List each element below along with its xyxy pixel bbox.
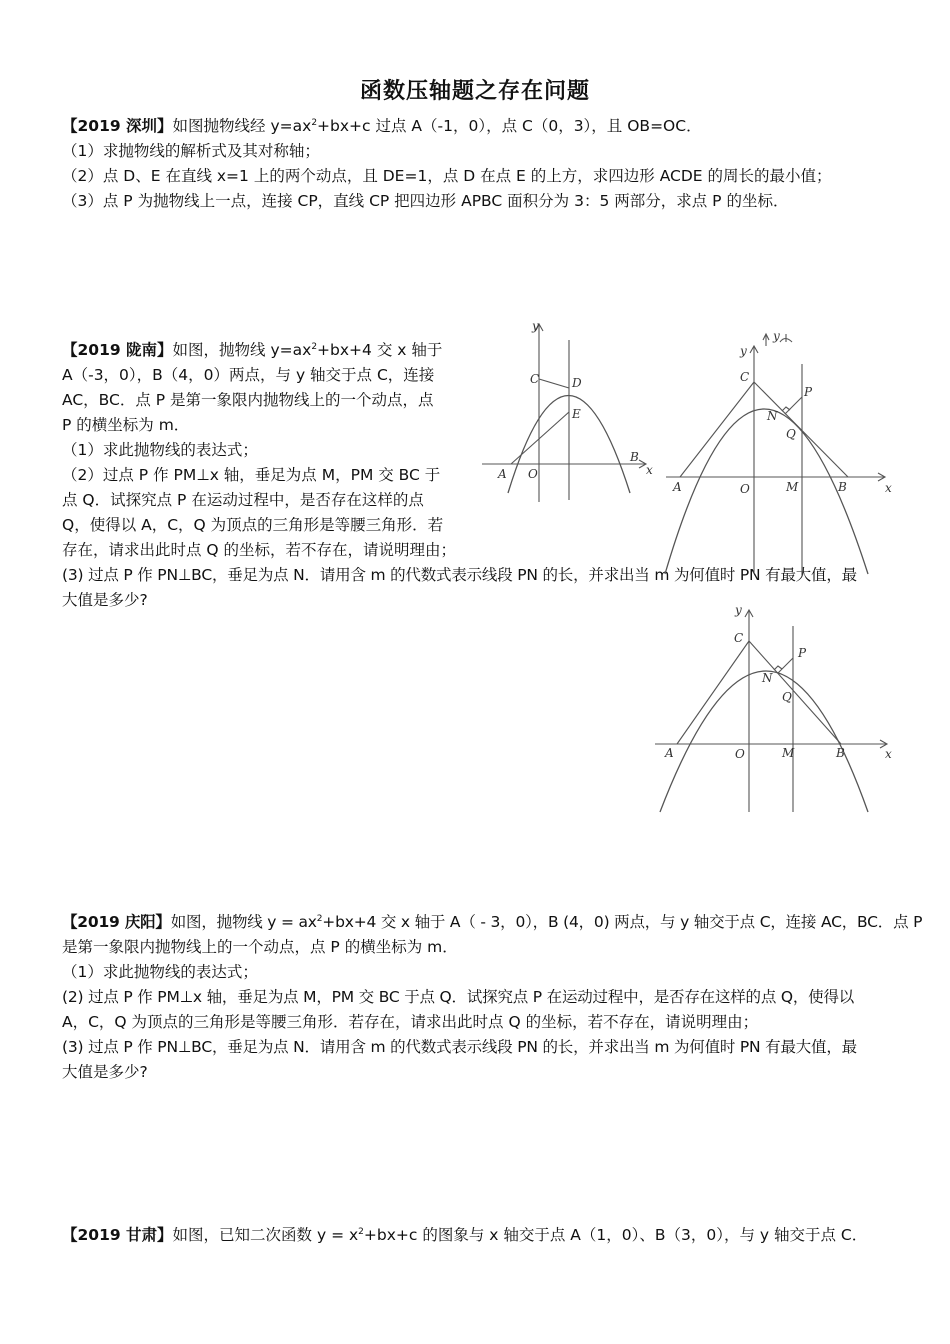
problem-4-line1 xyxy=(62,1223,867,1247)
exponent: 2 xyxy=(311,341,318,352)
figure-1-label-x: x xyxy=(646,463,653,477)
figure-2-label-x: x xyxy=(885,481,892,495)
problem-2-line1a: 如图，抛物线 y=ax xyxy=(172,341,312,359)
problem-1-q1: （1）求抛物线的解析式及其对称轴； xyxy=(62,142,320,160)
figure-1 xyxy=(478,318,658,508)
figure-2-label-q: Q xyxy=(786,427,796,441)
figure-2-segment-pn xyxy=(785,397,802,414)
problem-2-tag: 【2019 陇南】 xyxy=(62,341,173,359)
figure-2-segment-ac xyxy=(680,382,754,477)
problem-2-q3a: (3) 过点 P 作 PN⊥BC，垂足为点 N．请用含 m 的代数式表示线段 PN 的长，并求出当 m 为何值时 PN 有最大值，最 xyxy=(62,566,857,584)
figure-3 xyxy=(655,600,895,815)
problem-3-line1b: +bx+4 交 x 轴于 A（ - 3，0），B (4，0) 两点，与 y 轴交于点 C，连接 AC，BC．点 P xyxy=(322,913,923,931)
figure-1-label-c: C xyxy=(530,372,540,386)
figure-3-label-a: A xyxy=(665,746,674,760)
figure-3-label-y: y xyxy=(735,603,742,617)
figure-2-label-o: O xyxy=(740,482,750,496)
problem-2-left-text xyxy=(62,338,482,563)
figure-3-label-b: B xyxy=(836,746,845,760)
problem-2-line3: AC，BC．点 P 是第一象限内抛物线上的一个动点，点 xyxy=(62,391,434,409)
problem-2-line1b: +bx+4 交 x 轴于 xyxy=(317,341,443,359)
problem-3-q2a: (2) 过点 P 作 PM⊥x 轴，垂足为点 M，PM 交 BC 于点 Q．试探究点 P 在运动过程中，是否存在这样的点 Q，使得以 xyxy=(62,988,855,1006)
figure-3-parabola xyxy=(660,671,868,812)
figure-3-segment-bc xyxy=(749,641,841,744)
problem-1-stem xyxy=(62,114,702,138)
problem-4-tag: 【2019 甘肃】 xyxy=(62,1226,173,1244)
figure-1-label-e: E xyxy=(572,407,581,421)
figure-2-label-y-top: y xyxy=(773,330,780,343)
figure-1-label-o: O xyxy=(528,467,538,481)
figure-3-label-p: P xyxy=(798,646,807,660)
exponent: 2 xyxy=(316,913,323,924)
problem-3-q2b: A，C，Q 为顶点的三角形是等腰三角形．若存在，请求出此时点 Q 的坐标，若不存在，请说明理由； xyxy=(62,1013,759,1031)
problem-3-q3a: (3) 过点 P 作 PN⊥BC，垂足为点 N．请用含 m 的代数式表示线段 PN 的长，并求出当 m 为何值时 PN 有最大值，最 xyxy=(62,1038,857,1056)
problem-1-tag: 【2019 深圳】 xyxy=(62,117,173,135)
problem-3-q1: （1）求此抛物线的表达式； xyxy=(62,963,258,981)
figure-2-label-p: P xyxy=(804,385,813,399)
problem-2-q2b: 点 Q．试探究点 P 在运动过程中，是否存在这样的点 xyxy=(62,491,424,509)
problem-2-q2a: （2）过点 P 作 PM⊥x 轴，垂足为点 M，PM 交 BC 于 xyxy=(62,466,441,484)
problem-2-q1: （1）求此抛物线的表达式； xyxy=(62,441,258,459)
figure-2-label-n: N xyxy=(767,409,778,423)
figure-2-label-b: B xyxy=(838,480,847,494)
figure-2-label-a: A xyxy=(673,480,682,494)
problem-1-stem-a: 如图抛物线经 y=ax xyxy=(172,117,312,135)
figure-3-label-x: x xyxy=(885,747,892,761)
exponent: 2 xyxy=(311,117,318,128)
problem-4-line1b: +bx+c 的图象与 x 轴交于点 A（1，0）、B（3，0），与 y 轴交于点 C． xyxy=(363,1226,868,1244)
problem-1-stem-b: +bx+c 过点 A（-1，0），点 C（0，3），且 OB=OC． xyxy=(317,117,702,135)
problem-3-line2: 是第一象限内抛物线上的一个动点，点 P 的横坐标为 m． xyxy=(62,938,458,956)
problem-1-q2: （2）点 D、E 在直线 x=1 上的两个动点，且 DE=1，点 D 在点 E 的上方，求四边形 ACDE 的周长的最小值； xyxy=(62,167,832,185)
figure-2 xyxy=(660,330,900,576)
problem-1-q3: （3）点 P 为抛物线上一点，连接 CP，直线 CP 把四边形 APBC 面积分为 3：5 两部分，求点 P 的坐标． xyxy=(62,192,789,210)
figure-3-label-m: M xyxy=(782,746,795,760)
problem-3-tag: 【2019 庆阳】 xyxy=(62,913,171,931)
figure-3-segment-ac xyxy=(677,641,749,744)
figure-1-label-b: B xyxy=(630,450,639,464)
figure-1-label-d: D xyxy=(572,376,582,390)
figure-3-label-n: N xyxy=(762,671,773,685)
problem-3-q3b: 大值是多少? xyxy=(62,1063,148,1081)
figure-3-right-angle xyxy=(774,666,782,670)
figure-2-label-y: y xyxy=(740,344,747,358)
problem-2-q3b: 大值是多少? xyxy=(62,591,148,609)
figure-2-segment-bc xyxy=(754,382,848,477)
figure-3-label-c: C xyxy=(734,631,744,645)
problem-3-line1 xyxy=(62,910,922,934)
problem-2-q2c: Q，使得以 A，C，Q 为顶点的三角形是等腰三角形．若 xyxy=(62,516,444,534)
figure-3-label-o: O xyxy=(735,747,745,761)
problem-3-line1a: 如图，抛物线 y = ax xyxy=(170,913,317,931)
figure-2-label-m: M xyxy=(786,480,799,494)
figure-1-segment-ae xyxy=(511,412,569,464)
figure-3-segment-pn xyxy=(778,658,793,673)
figure-1-label-a: A xyxy=(498,467,507,481)
figure-3-label-q: Q xyxy=(782,690,792,704)
problem-2-line2: A（-3，0），B（4，0）两点，与 y 轴交于点 C，连接 xyxy=(62,366,435,384)
figure-2-axes xyxy=(666,346,885,574)
figure-2-label-c: C xyxy=(740,370,750,384)
problem-2-line4: P 的横坐标为 m． xyxy=(62,416,190,434)
figure-1-label-y: y xyxy=(532,319,539,333)
problem-4-line1a: 如图，已知二次函数 y = x xyxy=(172,1226,359,1244)
figure-1-segment-cd xyxy=(539,379,569,388)
problem-2-q2d: 存在，请求出此时点 Q 的坐标，若不存在，请说明理由； xyxy=(62,541,457,559)
page-title: 函数压轴题之存在问题 xyxy=(359,79,590,104)
figure-3-axes xyxy=(655,610,887,812)
exponent: 2 xyxy=(358,1226,364,1237)
